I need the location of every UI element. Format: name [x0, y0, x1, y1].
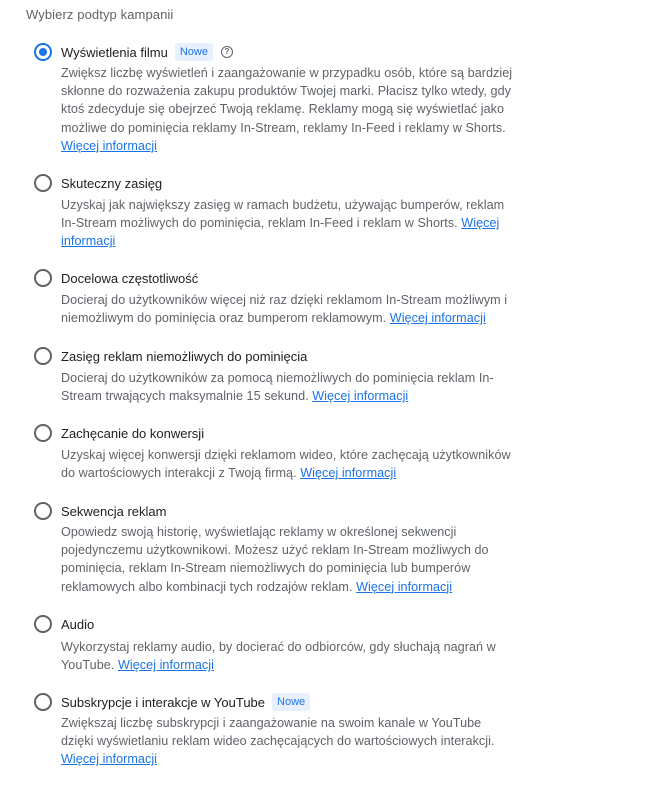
- learn-more-link[interactable]: Więcej informacji: [312, 389, 409, 404]
- option-description: [61, 291, 516, 327]
- option-description: [61, 64, 516, 155]
- option-description: [61, 523, 516, 596]
- option-title: Zasięg reklam niemożliwych do pominięcia: [61, 348, 308, 364]
- option-title: Docelowa częstotliwość: [61, 270, 199, 286]
- radio-drive-conversions[interactable]: [34, 424, 52, 442]
- radio-target-frequency[interactable]: [34, 269, 52, 287]
- option-description: [61, 369, 516, 405]
- option-title: Audio: [61, 616, 95, 632]
- new-badge: Nowe: [175, 43, 213, 61]
- learn-more-link[interactable]: Więcej informacji: [356, 579, 453, 594]
- learn-more-link[interactable]: Więcej informacji: [300, 466, 397, 481]
- description-text: Opowiedz swoją historię, wyświetlając reklamy w określonej sekwencji pojedynczemu użytkownikowi. Możesz użyć reklam In-Stream możliwych do pominięcia, reklam In-Stream niemożliwych do pominięcia lub bumperów reklamowych albo kombinacji tych rodzajów reklam.: [61, 525, 489, 594]
- new-badge: Nowe: [272, 693, 310, 711]
- description-text: Docieraj do użytkowników za pomocą niemożliwych do pominięcia reklam In-Stream trwających maksymalnie 15 sekund.: [61, 371, 494, 404]
- learn-more-link[interactable]: Więcej informacji: [61, 216, 500, 249]
- description-text: Uzyskaj jak największy zasięg w ramach budżetu, używając bumperów, reklam In-Stream możliwych do pominięcia, reklam In-Feed i reklam w Shorts.: [61, 198, 505, 231]
- option-description: [61, 714, 516, 769]
- radio-efficient-reach[interactable]: [34, 174, 52, 192]
- option-title: Wyświetlenia filmu: [61, 44, 168, 60]
- description-text: Docieraj do użytkowników więcej niż raz dzięki reklamom In-Stream możliwym i niemożliwym do pominięcia oraz bumperom reklamowym.: [61, 293, 508, 326]
- learn-more-link[interactable]: Więcej informacji: [117, 658, 214, 673]
- option-title: Zachęcanie do konwersji: [61, 425, 205, 441]
- description-text: Zwiększaj liczbę subskrypcji i zaangażowanie na swoim kanale w YouTube dzięki wyświetlaniu reklam wideo zachęcających do wartościowych interakcji.: [61, 716, 495, 749]
- learn-more-link[interactable]: Więcej informacji: [61, 138, 158, 153]
- radio-non-skippable-reach[interactable]: [34, 347, 52, 365]
- option-description: [61, 638, 516, 674]
- help-circle-icon[interactable]: ?: [221, 46, 233, 58]
- description-text: Zwiększ liczbę wyświetleń i zaangażowanie w przypadku osób, które są bardziej skłonne do rozważenia zakupu produktów Twojej marki. Płacisz tylko wtedy, gdy ktoś zdecyduje się obejrzeć Twoją reklamę. Reklamy mogą się wyświetlać jako możliwe do pominięcia reklamy In-Stream, reklamy In-Feed i reklamy w Shorts.: [61, 66, 513, 135]
- section-heading: Wybierz podtyp kampanii: [26, 7, 174, 22]
- option-description: [61, 446, 516, 482]
- radio-ad-sequence[interactable]: [34, 502, 52, 520]
- option-title: Subskrypcje i interakcje w YouTube: [61, 694, 266, 710]
- description-text: Uzyskaj więcej konwersji dzięki reklamom wideo, które zachęcają użytkowników do wartościowych interakcji z Twoją firmą.: [61, 448, 511, 481]
- learn-more-link[interactable]: Więcej informacji: [389, 311, 486, 326]
- option-title: Sekwencja reklam: [61, 503, 167, 519]
- option-description: [61, 196, 516, 251]
- option-title: Skuteczny zasięg: [61, 175, 163, 191]
- radio-youtube-engagements[interactable]: [34, 693, 52, 711]
- description-text: Wykorzystaj reklamy audio, by docierać do odbiorców, gdy słuchają nagrań w YouTube.: [61, 640, 496, 673]
- radio-audio[interactable]: [34, 615, 52, 633]
- radio-video-views[interactable]: [34, 43, 52, 61]
- learn-more-link[interactable]: Więcej informacji: [61, 752, 158, 767]
